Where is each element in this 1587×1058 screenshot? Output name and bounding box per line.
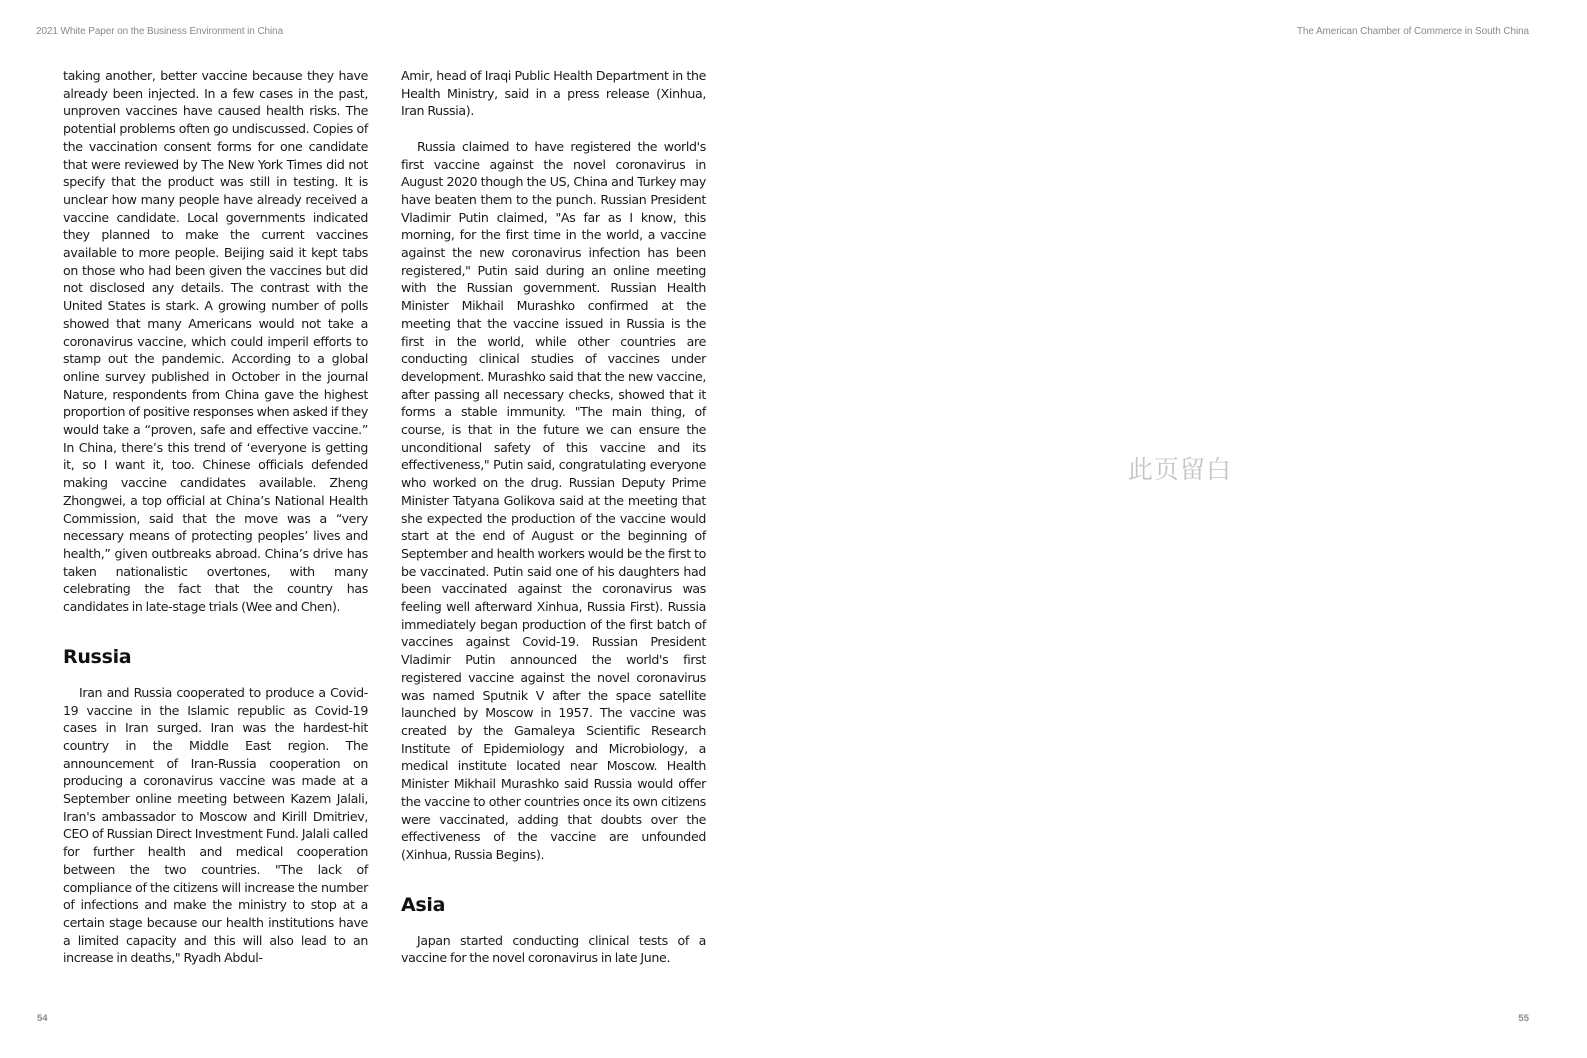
- intro-paragraph: taking another, better vaccine because they have already been injected. In a few cases in the past, unproven vaccines have caused health risks. The potential problems often go undiscussed. Copies of the vaccination consent forms for one candidate that were reviewed by The New York Times did not specify that the product was still in testing. It is unclear how many people have already received a vaccine candidate. Local governments indicated they planned to make the current vaccines available to more people. Beijing said it kept tabs on those who had been given the vaccines but did not disclosed any details. The contrast with the United States is stark. A growing number of polls showed that many Americans would not take a coronavirus vaccine, which could imperil efforts to stamp out the pandemic. According to a global online survey published in October in the journal Nature, respondents from China gave the highest proportion of positive responses when asked if they would take a “proven, safe and effective vaccine.” In China, there’s this trend of ‘everyone is getting it, so I want it, too. Chinese officials defended making vaccine candidates available. Zheng Zhongwei, a top official at China’s National Health Commission, said that the move was a “very necessary means of protecting peoples’ lives and health,” given outbreaks abroad. China’s drive has taken nationalistic overtones, with many celebrating the fact that the country has candidates in late-stage trials (Wee and Chen).: [63, 68, 368, 615]
- right-text-column: [401, 67, 706, 967]
- continued-paragraph: Amir, head of Iraqi Public Health Department in the Health Ministry, said in a press release (Xinhua, Iran Russia).: [401, 68, 706, 119]
- asia-paragraph: Japan started conducting clinical tests of a vaccine for the novel coronavirus in late June.: [401, 932, 706, 966]
- russia-paragraph: Iran and Russia cooperated to produce a Covid-19 vaccine in the Islamic republic as Covid-19 cases in Iran surged. Iran was the hardest-hit country in the Middle East region. The announcement of Iran-Russia cooperation on producing a coronavirus vaccine was made at a September online meeting between Kazem Jalali, Iran's ambassador to Moscow and Kirill Dmitriev, CEO of Russian Direct Investment Fund. Jalali called for further health and medical cooperation between the two countries. "The lack of compliance of the citizens will increase the number of infections and make the ministry to stop at a certain stage because our health institutions have a limited capacity and this will also lead to an increase in deaths," Ryadh Abdul-: [63, 684, 368, 966]
- russia-heading: Russia: [63, 645, 132, 668]
- blank-page-notice: 此页留白: [1128, 455, 1233, 484]
- page-number-left: 54: [37, 1013, 48, 1024]
- putin-paragraph: Russia claimed to have registered the world's first vaccine against the novel coronavirus in August 2020 though the US, China and Turkey may have beaten them to the punch. Russian President Vladimir Putin claimed, "As far as I know, this morning, for the first time in the world, a vaccine against the new coronavirus infection has been registered," Putin said during an online meeting with the Russian government. Russian Health Minister Mikhail Murashko confirmed at the meeting that the vaccine issued in Russia is the first in the world, while other countries are conducting clinical studies of vaccines under development. Murashko said that the new vaccine, after passing all necessary checks, showed that it forms a stable immunity. "The main thing, of course, is that in the future we can ensure the unconditional safety of this vaccine and its effectiveness," Putin said, congratulating everyone who worked on the drug. Russian Deputy Prime Minister Tatyana Golikova said at the meeting that she expected the production of the vaccine would start at the end of August or the beginning of September and health workers would be the first to be vaccinated. Putin said one of his daughters had been vaccinated against the coronavirus was feeling well afterward Xinhua, Russia First). Russia immediately began production of the first batch of vaccines against Covid-19. Russian President Vladimir Putin announced the world's first registered vaccine against the novel coronavirus was named Sputnik V after the space satellite launched by Moscow in 1957. The vaccine was created by the Gamaleya Scientific Research Institute of Epidemiology and Microbiology, a medical institute located near Moscow. Health Minister Mikhail Murashko said Russia would offer the vaccine to other countries once its own citizens were vaccinated, adding that doubts over the effectiveness of the vaccine are unfounded (Xinhua, Russia Begins).: [401, 138, 706, 862]
- page-number-right: 55: [1518, 1013, 1529, 1024]
- running-header-right: The American Chamber of Commerce in South China: [1296, 26, 1529, 37]
- left-text-column: [63, 67, 368, 967]
- running-header-left: 2021 White Paper on the Business Environment in China: [36, 26, 284, 37]
- asia-heading: Asia: [401, 893, 446, 916]
